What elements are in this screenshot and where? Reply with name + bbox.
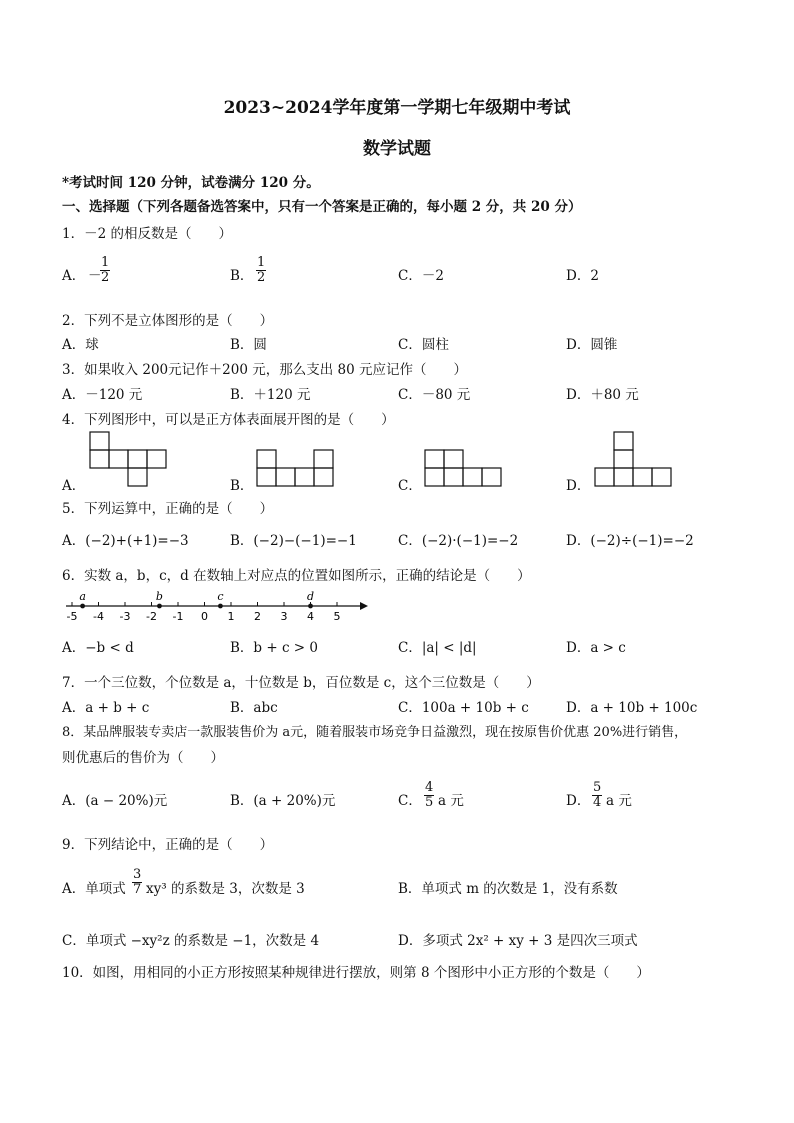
q9-option-a-fraction bbox=[132, 868, 142, 898]
q4-option-d: D． bbox=[566, 478, 591, 494]
number-line-point-c bbox=[218, 604, 223, 609]
question-5-stem: 5．下列运算中，正确的是（ ） bbox=[62, 501, 274, 517]
q4-option-a: A． bbox=[62, 478, 86, 494]
number-line-tick-label: -5 bbox=[66, 610, 78, 623]
q3-option-c: C．－80 元 bbox=[398, 387, 471, 403]
q4-option-c: C． bbox=[398, 478, 422, 494]
q8-option-c-tail: a 元 bbox=[438, 793, 464, 809]
question-9-stem: 9．下列结论中，正确的是（ ） bbox=[62, 837, 274, 853]
q1-option-a-label: A． bbox=[62, 268, 86, 284]
q8-option-d-fraction bbox=[592, 781, 602, 811]
fraction-denominator: 4 bbox=[593, 795, 602, 811]
q2-option-c: C．圆柱 bbox=[398, 337, 449, 353]
q3-option-b: B．＋120 元 bbox=[230, 387, 311, 403]
number-line-point-label-b: b bbox=[155, 590, 163, 603]
number-line-tick-label: 4 bbox=[307, 610, 314, 623]
q9-option-b: B．单项式 m 的次数是 1，没有系数 bbox=[398, 881, 618, 897]
q8-option-b: B．(a + 20%)元 bbox=[230, 793, 336, 809]
q4-net-figure-d bbox=[595, 432, 675, 490]
exam-note: *考试时间 120 分钟，试卷满分 120 分。 bbox=[62, 175, 320, 191]
number-line-tick-label: 2 bbox=[254, 610, 261, 623]
question-10-stem: 10．如图，用相同的小正方形按照某种规律进行摆放，则第 8 个图形中小正方形的个数是（ ） bbox=[62, 965, 650, 981]
question-8-stem-line-1: 8．某品牌服装专卖店一款服装售价为 a元，随着服装市场竞争日益激烈，现在按原售价优惠 20%进行销售， bbox=[62, 725, 688, 740]
question-2-stem: 2．下列不是立体图形的是（ ） bbox=[62, 313, 274, 329]
q1-option-c: C．－2 bbox=[398, 268, 444, 284]
q4-net-figure-c bbox=[425, 450, 505, 490]
q9-option-d: D．多项式 2x² + xy + 3 是四次三项式 bbox=[398, 933, 638, 949]
q1-option-b-fraction bbox=[256, 256, 266, 286]
q2-option-d: D．圆锥 bbox=[566, 337, 618, 353]
question-1-stem: 1．－2 的相反数是（ ） bbox=[62, 226, 232, 242]
q7-option-c: C．100a + 10b + c bbox=[398, 700, 529, 716]
number-line-point-label-d: d bbox=[306, 590, 315, 603]
question-8-stem-line-2: 则优惠后的售价为（ ） bbox=[62, 750, 224, 766]
number-line-tick-label: -1 bbox=[172, 610, 184, 623]
number-line-tick-label: 5 bbox=[333, 610, 341, 623]
fraction-numerator: 4 bbox=[425, 780, 434, 795]
q1-option-b-label: B． bbox=[230, 268, 254, 284]
q4-net-figure-a bbox=[90, 432, 170, 490]
q2-option-b: B．圆 bbox=[230, 337, 267, 353]
number-line-tick-label: -3 bbox=[119, 610, 131, 623]
q3-option-d: D．＋80 元 bbox=[566, 387, 639, 403]
q8-option-c-fraction bbox=[424, 781, 434, 811]
q7-option-a: A．a + b + c bbox=[62, 700, 150, 716]
q4-option-b: B． bbox=[230, 478, 254, 494]
q2-option-a: A．球 bbox=[62, 337, 99, 353]
q8-option-d-label: D． bbox=[566, 793, 591, 809]
q1-option-a-sign: － bbox=[88, 268, 102, 284]
number-line-point-a bbox=[80, 604, 85, 609]
fraction-denominator: 2 bbox=[257, 270, 266, 286]
question-3-stem: 3．如果收入 200元记作＋200 元，那么支出 80 元应记作（ ） bbox=[62, 362, 467, 378]
q1-option-a-fraction bbox=[100, 256, 110, 286]
q5-option-d: D．(−2)÷(−1)=−2 bbox=[566, 533, 694, 549]
number-line-arrow bbox=[360, 602, 368, 610]
q6-option-d: D．a > c bbox=[566, 640, 626, 656]
q4-net-figure-b bbox=[257, 450, 337, 490]
question-4-stem: 4．下列图形中，可以是正方体表面展开图的是（ ） bbox=[62, 412, 395, 428]
q9-option-a-post: xy³ 的系数是 3，次数是 3 bbox=[146, 881, 305, 897]
q6-option-a: A．−b < d bbox=[62, 640, 134, 656]
fraction-numerator: 1 bbox=[101, 255, 110, 270]
number-line-tick-label: -4 bbox=[93, 610, 104, 623]
q7-option-b: B．abc bbox=[230, 700, 278, 716]
number-line-point-b bbox=[157, 604, 162, 609]
q8-option-c-label: C． bbox=[398, 793, 422, 809]
question-7-stem: 7．一个三位数，个位数是 a，十位数是 b，百位数是 c，这个三位数是（ ） bbox=[62, 675, 540, 691]
q9-option-c: C．单项式 −xy²z 的系数是 −1，次数是 4 bbox=[62, 933, 320, 949]
fraction-numerator: 5 bbox=[593, 780, 602, 795]
fraction-numerator: 1 bbox=[257, 255, 266, 270]
number-line-point-label-a: a bbox=[79, 590, 86, 603]
fraction-numerator: 3 bbox=[133, 867, 142, 882]
q8-option-d-tail: a 元 bbox=[606, 793, 632, 809]
number-line-tick-label: 1 bbox=[227, 610, 235, 623]
q3-option-a: A．－120 元 bbox=[62, 387, 143, 403]
number-line-point-label-c: c bbox=[217, 590, 224, 603]
number-line-tick-label: 0 bbox=[201, 610, 208, 623]
exam-subtitle: 数学试题 bbox=[363, 139, 431, 159]
q5-option-b: B．(−2)−(−1)=−1 bbox=[230, 533, 357, 549]
number-line bbox=[62, 590, 372, 626]
section-heading: 一、选择题（下列各题备选答案中，只有一个答案是正确的，每小题 2 分，共 20 分） bbox=[62, 199, 582, 215]
q9-option-a-pre: A．单项式 bbox=[62, 881, 126, 897]
exam-title: 2023~2024学年度第一学期七年级期中考试 bbox=[223, 98, 571, 118]
question-6-stem: 6．实数 a，b，c，d 在数轴上对应点的位置如图所示，正确的结论是（ ） bbox=[62, 568, 531, 584]
fraction-denominator: 2 bbox=[101, 270, 110, 286]
q6-option-b: B．b + c > 0 bbox=[230, 640, 319, 656]
fraction-denominator: 7 bbox=[133, 882, 142, 898]
q1-option-d: D．2 bbox=[566, 268, 599, 284]
q5-option-a: A．(−2)+(+1)=−3 bbox=[62, 533, 189, 549]
number-line-tick-label: -2 bbox=[146, 610, 157, 623]
fraction-denominator: 5 bbox=[425, 795, 434, 811]
q8-option-a: A．(a − 20%)元 bbox=[62, 793, 168, 809]
number-line-point-d bbox=[308, 604, 313, 609]
number-line-tick-label: 3 bbox=[280, 610, 288, 623]
q7-option-d: D．a + 10b + 100c bbox=[566, 700, 698, 716]
q5-option-c: C．(−2)·(−1)=−2 bbox=[398, 533, 519, 549]
q6-option-c: C．|a| < |d| bbox=[398, 640, 477, 656]
